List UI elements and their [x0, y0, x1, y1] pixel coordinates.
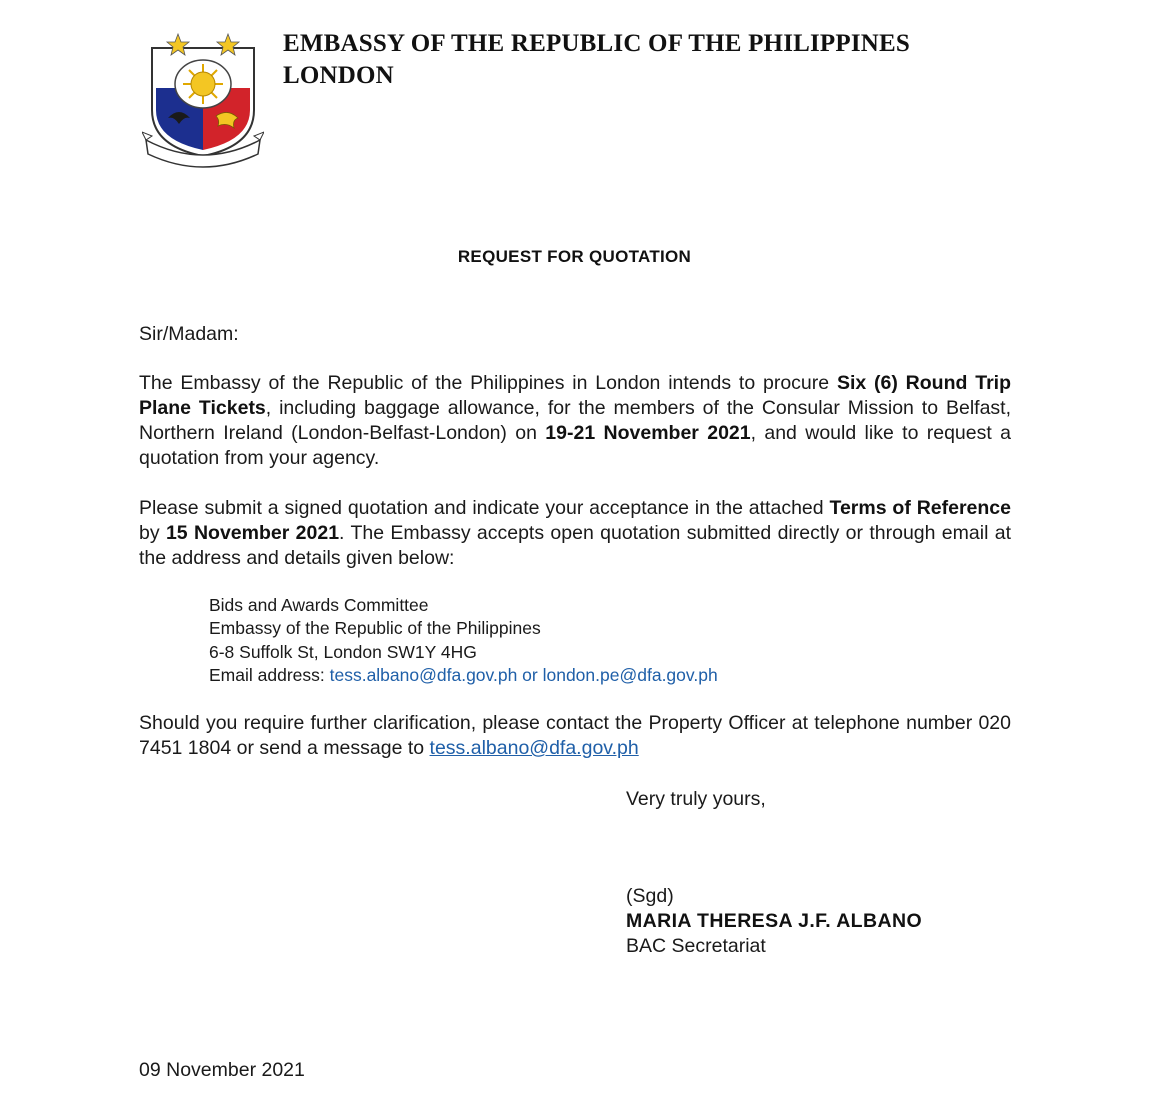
signature-block: [626, 884, 922, 959]
signatory-name: MARIA THERESA J.F. ALBANO: [626, 910, 923, 932]
paragraph-submission: [139, 496, 1011, 571]
philippine-coat-of-arms-seal: [142, 28, 264, 168]
paragraph-procurement: [139, 371, 1011, 471]
embassy-header: [283, 28, 910, 92]
email-label: Email address:: [209, 665, 330, 686]
address-street: 6-8 Suffolk St, London SW1Y 4HG: [209, 641, 477, 662]
embassy-name: EMBASSY OF THE REPUBLIC OF THE PHILIPPINES: [283, 30, 911, 57]
address-email-line: [209, 664, 718, 687]
embassy-city: LONDON: [283, 62, 394, 89]
salutation: Sir/Madam:: [139, 323, 239, 345]
email-addresses[interactable]: tess.albano@dfa.gov.ph or london.pe@dfa.gov.ph: [329, 665, 718, 686]
p2-text-3: . The Embassy accepts open quotation submitted directly or through email at the address and details given below:: [139, 522, 1012, 569]
p2-text-2: by: [139, 522, 166, 544]
p1-text-3: , and would like to request a quotation from your agency.: [139, 422, 1011, 469]
p2-bold-terms: Terms of Reference: [829, 497, 1011, 519]
contact-email-link[interactable]: tess.albano@dfa.gov.ph: [429, 737, 639, 759]
signed-mark: (Sgd): [626, 885, 674, 907]
p3-text: Should you require further clarification, please contact the Property Officer at telephone number 020 7451 1804 or send a message to: [139, 712, 1011, 759]
p2-text-1: Please submit a signed quotation and indicate your acceptance in the attached: [139, 497, 830, 519]
p1-text-2: , including baggage allowance, for the members of the Consular Mission to Belfast, Northern Ireland (London-Belfast-London) on: [139, 397, 1011, 444]
p2-bold-deadline: 15 November 2021: [165, 522, 340, 544]
document-title: REQUEST FOR QUOTATION: [457, 247, 692, 266]
p1-bold-item: Six (6) Round Trip Plane Tickets: [139, 372, 1011, 419]
address-embassy: Embassy of the Republic of the Philippines: [209, 618, 541, 639]
paragraph-clarification: [139, 711, 1011, 761]
p1-text-1: The Embassy of the Republic of the Philippines in London intends to procure: [139, 372, 837, 394]
letter-date: 09 November 2021: [139, 1059, 305, 1081]
p1-bold-dates: 19-21 November 2021: [545, 422, 751, 444]
address-committee: Bids and Awards Committee: [209, 595, 429, 615]
address-block: [209, 594, 718, 688]
signatory-position: BAC Secretariat: [626, 935, 766, 957]
closing: Very truly yours,: [626, 788, 766, 810]
